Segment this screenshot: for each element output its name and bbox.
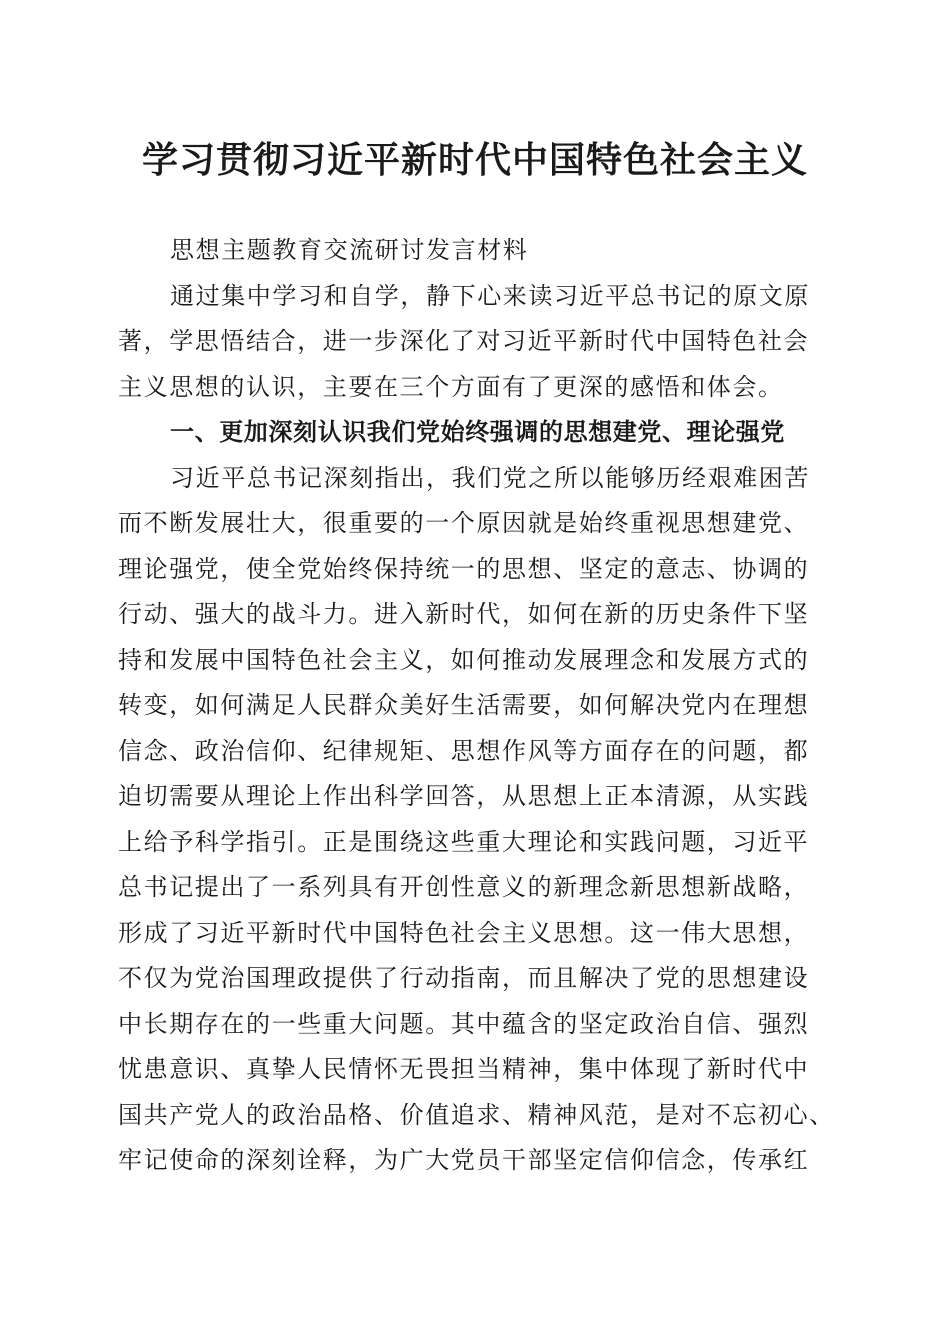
paragraph-line: 总书记提出了一系列具有开创性意义的新理念新思想新战略，	[118, 873, 810, 901]
paragraph-line: 持和发展中国特色社会主义，如何推动发展理念和发展方式的	[118, 645, 810, 674]
paragraph-line: 信念、政治信仰、纪律规矩、思想作风等方面存在的问题，都	[118, 736, 810, 765]
paragraph-line: 中长期存在的一些重大问题。其中蕴含的坚定政治自信、强烈	[118, 1009, 810, 1038]
paragraph-line: 行动、强大的战斗力。进入新时代，如何在新的历史条件下坚	[118, 600, 810, 628]
paragraph-line: 忧患意识、真挚人民情怀无畏担当精神，集中体现了新时代中	[118, 1055, 810, 1083]
paragraph-line: 理论强党，使全党始终保持统一的思想、坚定的意志、协调的	[118, 554, 810, 583]
paragraph-line: 著，学思悟结合，进一步深化了对习近平新时代中国特色社会	[118, 327, 810, 355]
document-body	[118, 228, 836, 1184]
paragraph-line: 习近平总书记深刻指出，我们党之所以能够历经艰难困苦	[170, 463, 810, 492]
paragraph-line: 主义思想的认识，主要在三个方面有了更深的感悟和体会。	[118, 372, 784, 401]
subtitle-line: 思想主题教育交流研讨发言材料	[170, 236, 529, 264]
paragraph-line: 形成了习近平新时代中国特色社会主义思想。这一伟大思想，	[118, 918, 810, 947]
paragraph-line: 国共产党人的政治品格、价值追求、精神风范，是对不忘初心、	[118, 1100, 835, 1129]
paragraph-line: 而不断发展壮大，很重要的一个原因就是始终重视思想建党、	[118, 509, 810, 537]
section-heading: 一、更加深刻认识我们党始终强调的思想建党、理论强党	[170, 418, 785, 446]
paragraph-line: 通过集中学习和自学，静下心来读习近平总书记的原文原	[170, 281, 810, 310]
paragraph-line: 牢记使命的深刻诠释，为广大党员干部坚定信仰信念，传承红	[118, 1146, 810, 1174]
paragraph-line: 不仅为党治国理政提供了行动指南，而且解决了党的思想建设	[118, 964, 810, 992]
paragraph-line: 上给予科学指引。正是围绕这些重大理论和实践问题，习近平	[118, 827, 810, 856]
document-title: 学习贯彻习近平新时代中国特色社会主义	[141, 139, 808, 181]
paragraph-line: 迫切需要从理论上作出科学回答，从思想上正本清源，从实践	[118, 782, 810, 810]
paragraph-line: 转变，如何满足人民群众美好生活需要，如何解决党内在理想	[118, 691, 810, 719]
